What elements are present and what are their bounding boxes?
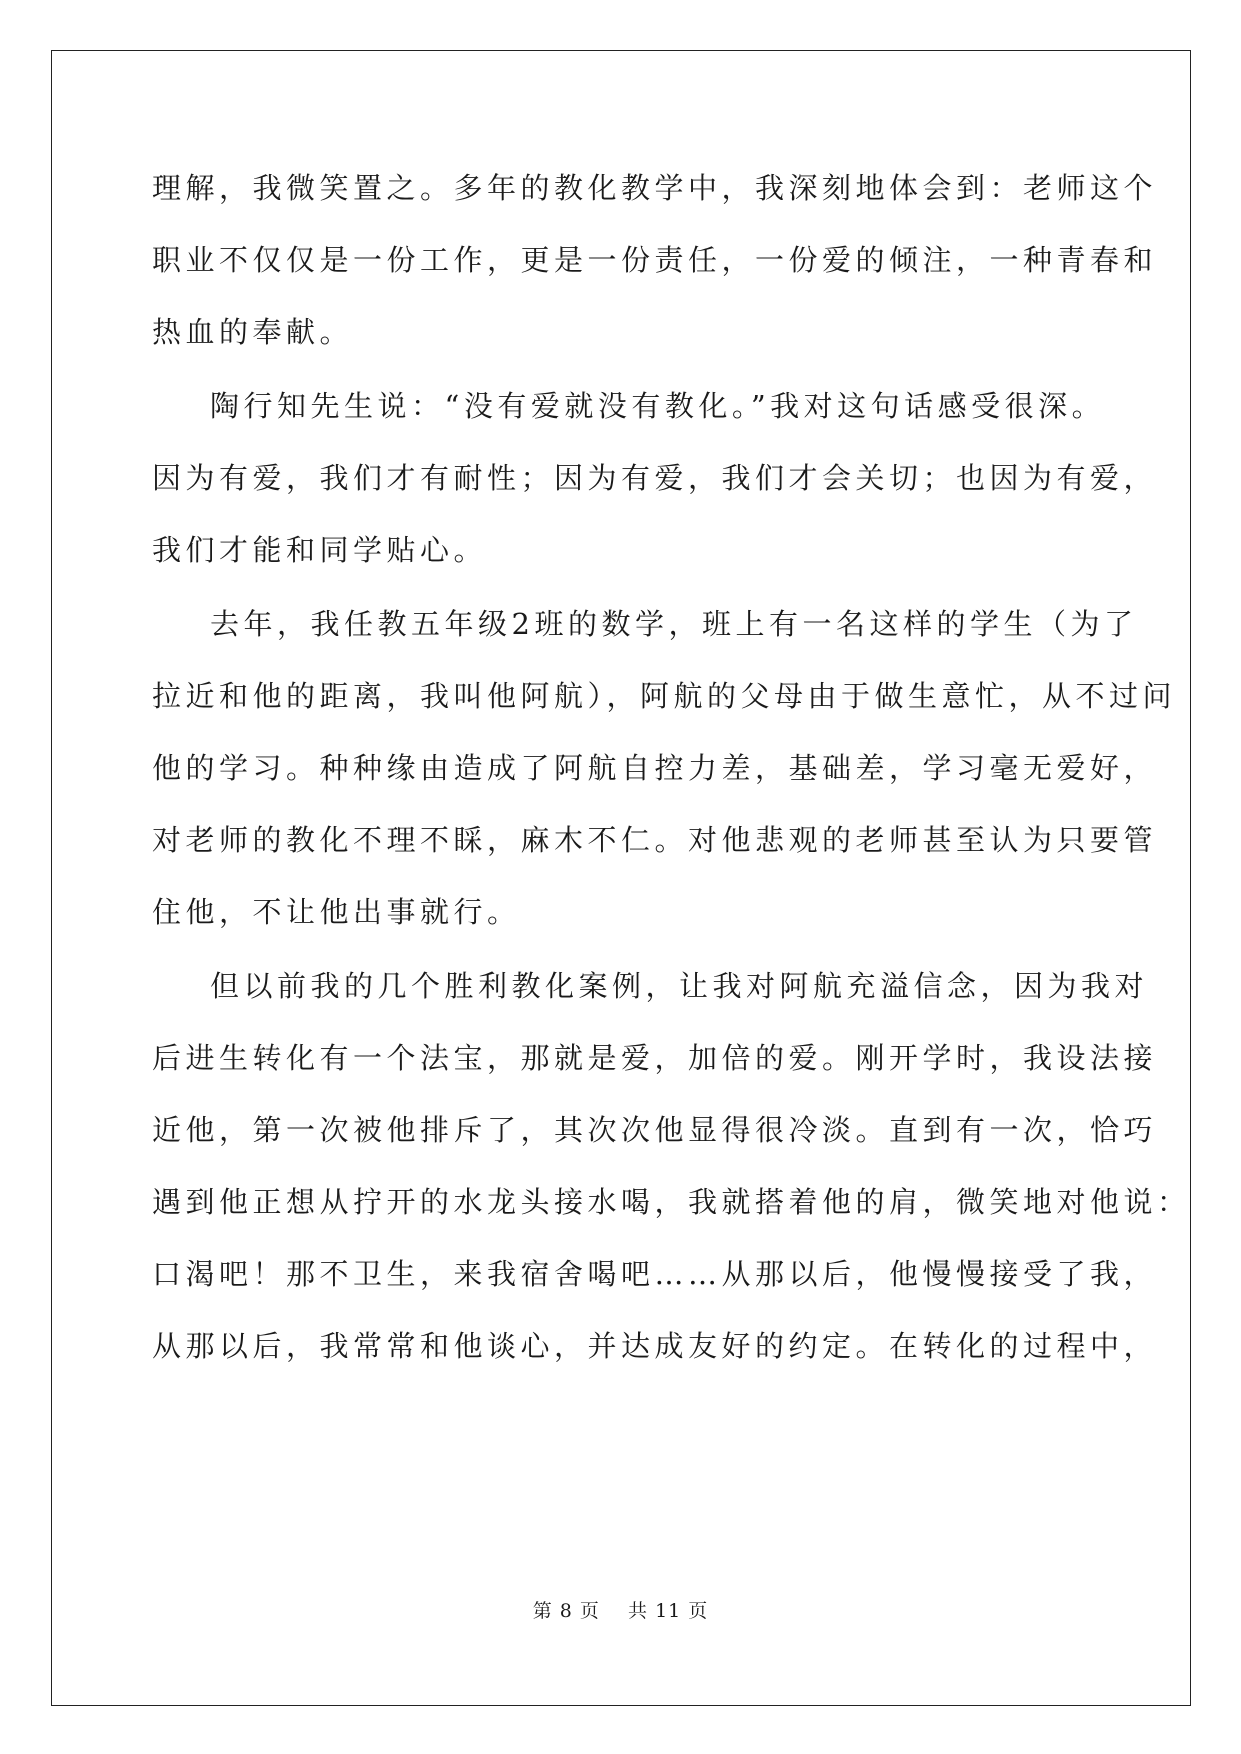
paragraph-first-line: 但以前我的几个胜利教化案例，让我对阿航充溢信念，因为我对 (210, 969, 1149, 1003)
text-line: 对老师的教化不理不睬，麻木不仁。对他悲观的老师甚至认为只要管 (152, 823, 1158, 857)
text-line: 近他，第一次被他排斥了，其次次他显得很冷淡。直到有一次，恰巧 (152, 1113, 1158, 1147)
paragraph-first-line: 陶行知先生说：“没有爱就没有教化。”我对这句话感受很深。 (210, 389, 1106, 423)
text-line: 遇到他正想从拧开的水龙头接水喝，我就搭着他的肩，微笑地对他说： (152, 1185, 1191, 1219)
text-line: 拉近和他的距离，我叫他阿航），阿航的父母由于做生意忙，从不过问 (152, 679, 1177, 713)
text-line: 口渴吧！那不卫生，来我宿舍喝吧……从那以后，他慢慢接受了我， (152, 1257, 1158, 1291)
paragraph-first-line: 去年，我任教五年级2班的数学，班上有一名这样的学生（为了 (210, 607, 1138, 641)
text-line: 从那以后，我常常和他谈心，并达成友好的约定。在转化的过程中， (152, 1329, 1158, 1363)
text-line: 我们才能和同学贴心。 (152, 533, 488, 567)
page-border (51, 50, 1191, 1706)
text-line: 他的学习。种种缘由造成了阿航自控力差，基础差，学习毫无爱好， (152, 751, 1158, 785)
text-line: 热血的奉献。 (152, 315, 354, 349)
text-line: 后进生转化有一个法宝，那就是爱，加倍的爱。刚开学时，我设法接 (152, 1041, 1158, 1075)
page-footer: 第 8 页 共 11 页 (532, 1600, 709, 1622)
text-line: 职业不仅仅是一份工作，更是一份责任，一份爱的倾注，一种青春和 (152, 243, 1158, 277)
text-line: 因为有爱，我们才有耐性；因为有爱，我们才会关切；也因为有爱， (152, 461, 1158, 495)
text-line: 住他，不让他出事就行。 (152, 895, 521, 929)
text-line: 理解，我微笑置之。多年的教化教学中，我深刻地体会到：老师这个 (152, 171, 1158, 205)
